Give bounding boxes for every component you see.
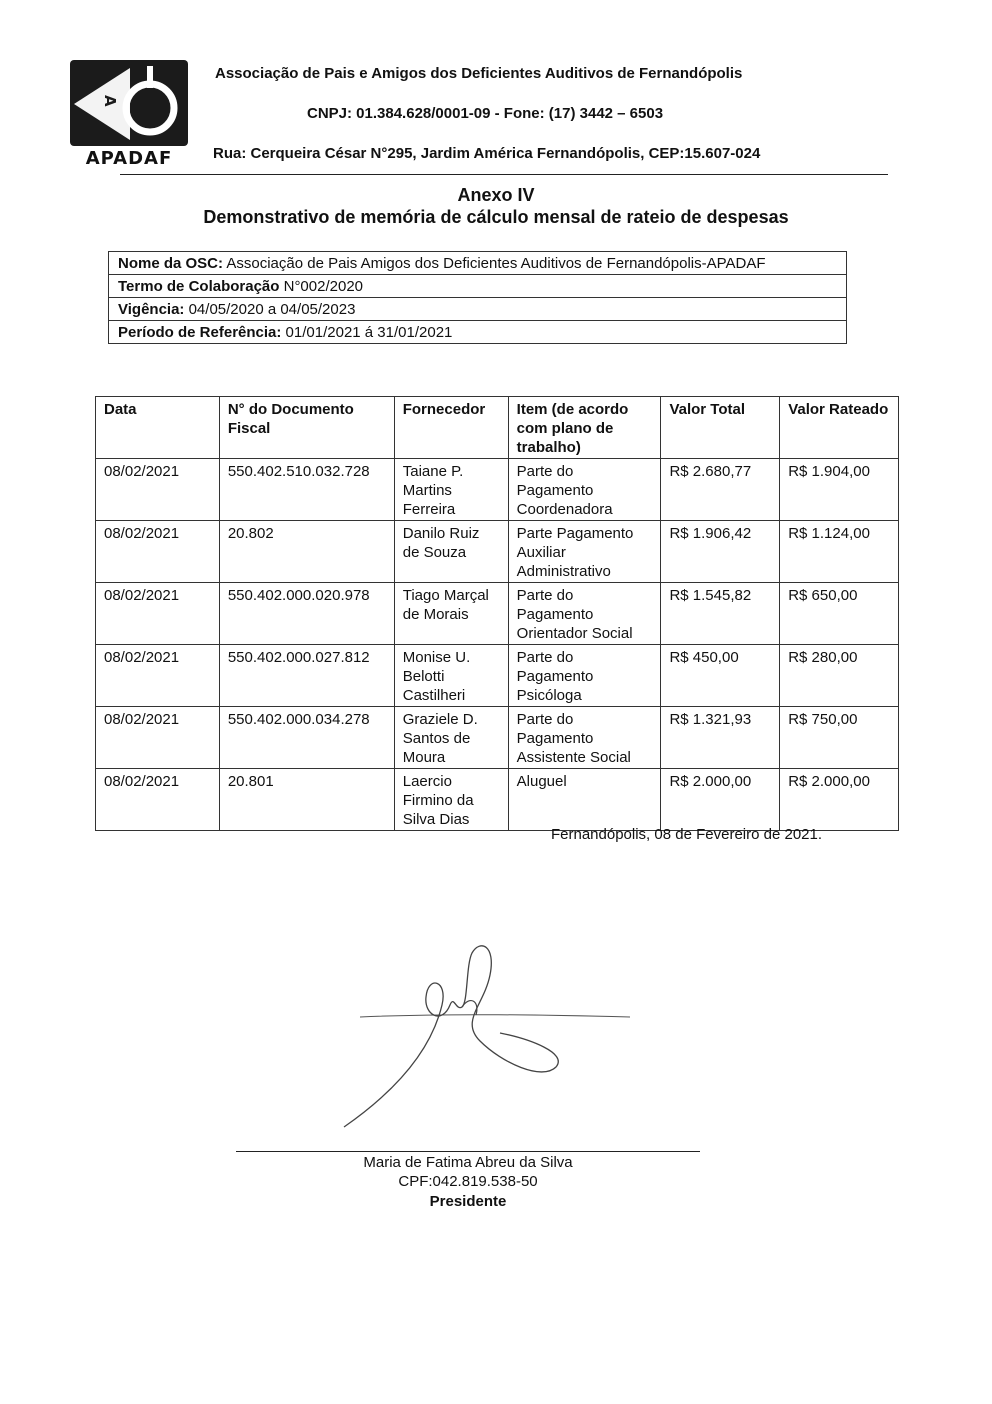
cell-data: 08/02/2021 [96,769,220,831]
table-row [96,459,899,521]
cell-item: Parte Pagamento Auxiliar Administrativo [508,521,661,583]
place-date: Fernandópolis, 08 de Fevereiro de 2021. [551,826,823,843]
termo-label: Termo de Colaboração [118,278,280,295]
ear-emblem-icon [70,60,188,146]
cell-valor-total: R$ 1.321,93 [661,707,780,769]
cell-valor-total: R$ 2.000,00 [661,769,780,831]
header-divider [120,174,888,175]
cell-valor-total: R$ 2.680,77 [661,459,780,521]
termo-row [109,275,846,298]
table-row [96,707,899,769]
cell-valor-rateado: R$ 650,00 [780,583,899,645]
table-header-row [96,397,899,459]
table-row [96,769,899,831]
table-row [96,583,899,645]
cell-fornecedor: Graziele D. Santos de Moura [394,707,508,769]
cell-valor-rateado: R$ 1.124,00 [780,521,899,583]
logo-letter: A [101,95,119,107]
signer-cpf: CPF:042.819.538-50 [398,1173,538,1190]
cell-data: 08/02/2021 [96,707,220,769]
periodo-value: 01/01/2021 á 31/01/2021 [281,324,453,341]
cell-valor-total: R$ 1.906,42 [661,521,780,583]
col-header-valor-total: Valor Total [661,397,780,459]
cell-data: 08/02/2021 [96,645,220,707]
cell-documento: 20.802 [219,521,394,583]
cell-valor-rateado: R$ 1.904,00 [780,459,899,521]
logo-emblem [70,60,188,146]
cell-fornecedor: Danilo Ruiz de Souza [394,521,508,583]
osc-name-value: Associação de Pais Amigos dos Deficientes Auditivos de Fernandópolis-APADAF [223,255,766,272]
vigencia-row [109,298,846,321]
periodo-row [109,321,846,343]
cnpj-phone: CNPJ: 01.384.628/0001-09 - Fone: (17) 3442 – 6503 [307,105,664,122]
termo-value: N°002/2020 [279,278,363,295]
cell-data: 08/02/2021 [96,521,220,583]
cell-fornecedor: Laercio Firmino da Silva Dias [394,769,508,831]
cell-data: 08/02/2021 [96,459,220,521]
document-subtitle: Demonstrativo de memória de cálculo mensal de rateio de despesas [203,207,789,227]
vigencia-label: Vigência: [118,301,185,318]
cell-documento: 550.402.000.020.978 [219,583,394,645]
logo-wordmark: APADAF [85,148,173,169]
annex-title: Anexo IV [457,185,535,205]
col-header-documento: N° do Documento Fiscal [219,397,394,459]
signer-role: Presidente [429,1193,507,1210]
cell-valor-rateado: R$ 2.000,00 [780,769,899,831]
table-row [96,645,899,707]
apadaf-logo [70,60,188,168]
cell-valor-total: R$ 1.545,82 [661,583,780,645]
cell-valor-rateado: R$ 280,00 [780,645,899,707]
col-header-data: Data [96,397,220,459]
osc-name-row [109,252,846,275]
table-row [96,521,899,583]
col-header-item: Item (de acordo com plano de trabalho) [508,397,661,459]
expenses-table [95,396,899,831]
signer-name: Maria de Fatima Abreu da Silva [363,1154,573,1171]
cell-fornecedor: Monise U. Belotti Castilheri [394,645,508,707]
signature-line [236,1151,700,1152]
vigencia-value: 04/05/2020 a 04/05/2023 [184,301,356,318]
cell-valor-total: R$ 450,00 [661,645,780,707]
cell-fornecedor: Tiago Marçal de Morais [394,583,508,645]
cell-data: 08/02/2021 [96,583,220,645]
cell-fornecedor: Taiane P. Martins Ferreira [394,459,508,521]
handwritten-signature-icon [330,935,650,1135]
osc-info-box [108,251,847,344]
osc-name-label: Nome da OSC: [118,255,224,272]
cell-documento: 20.801 [219,769,394,831]
address: Rua: Cerqueira César N°295, Jardim América Fernandópolis, CEP:15.607-024 [213,145,761,162]
cell-item: Aluguel [508,769,661,831]
periodo-label: Período de Referência: [118,324,282,341]
cell-item: Parte do Pagamento Assistente Social [508,707,661,769]
col-header-valor-rateado: Valor Rateado [780,397,899,459]
cell-item: Parte do Pagamento Coordenadora [508,459,661,521]
cell-valor-rateado: R$ 750,00 [780,707,899,769]
cell-item: Parte do Pagamento Psicóloga [508,645,661,707]
cell-documento: 550.402.510.032.728 [219,459,394,521]
cell-documento: 550.402.000.034.278 [219,707,394,769]
col-header-fornecedor: Fornecedor [394,397,508,459]
cell-documento: 550.402.000.027.812 [219,645,394,707]
cell-item: Parte do Pagamento Orientador Social [508,583,661,645]
org-name: Associação de Pais e Amigos dos Deficientes Auditivos de Fernandópolis [215,65,743,82]
